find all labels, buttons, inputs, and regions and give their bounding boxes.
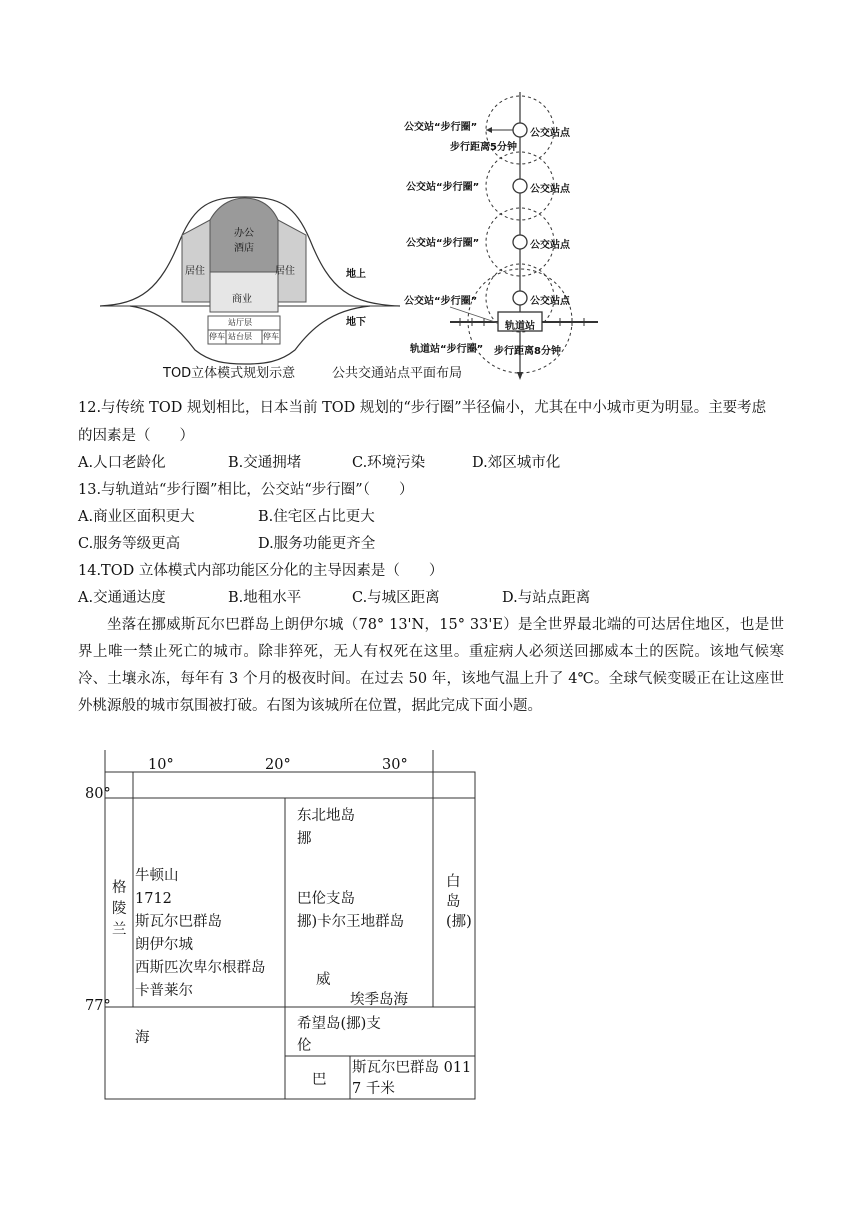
question-12-stem-cont: 的因素是（ ） (78, 428, 194, 444)
reading-passage: 坐落在挪威斯瓦尔巴群岛上朗伊尔城（78° 13'N，15° 33'E）是全世界最北端的可达居住地区，也是世界上唯一禁止死亡的城市。除非猝死，无人有权死在这里。重症病人必须送回挪威本土的医院。该地气候寒冷、土壤永冻，每年有 3 个月的极夜时间。在过去 50 年，该地气温上升了 4℃。全球气候变暖正在让这座世外桃源般的城市氛围被打破。右图为该城所在位置，据此完成下面小题。 (78, 617, 784, 714)
tod-residential-right-label: 居住 (275, 266, 295, 277)
q14-option-c[interactable]: C.与城区距离 (352, 590, 440, 606)
rail-circle-label: 轨道站“步行圈” (410, 344, 484, 355)
bus-walk5-label: 步行距离5分钟 (450, 142, 517, 153)
scale-label: 斯瓦尔巴群岛 011 7 千米 (352, 1060, 472, 1097)
bus-stop-label-2: 公交站点 (530, 184, 570, 195)
tod-diagram (100, 180, 400, 380)
bus-circle-label-2: 公交站“步行圈” (406, 182, 480, 193)
lat-label-77: 77° (85, 998, 111, 1014)
edgeoya-sea-label: 埃季岛海 (350, 992, 408, 1008)
tod-below-ground-label: 地下 (346, 317, 366, 328)
q14-option-d[interactable]: D.与站点距离 (502, 590, 591, 606)
bus-caption: 公共交通站点平面布局 (332, 366, 463, 381)
greenland-label: 格 陵 兰 (112, 880, 127, 938)
bus-circle-label-3: 公交站“步行圈” (406, 238, 480, 249)
rail-station-label: 轨道站 (505, 321, 535, 332)
q13-option-a[interactable]: A.商业区面积更大 (78, 509, 195, 525)
ba-label: 巴 (312, 1072, 327, 1088)
lat-label-80: 80° (85, 786, 111, 802)
tod-office-label: 办公 酒店 (234, 228, 254, 254)
q12-option-d[interactable]: D.郊区城市化 (472, 455, 561, 471)
question-13-stem: 13.与轨道站“步行圈”相比，公交站“步行圈”（ ） (78, 482, 414, 498)
bus-circle-label-1: 公交站“步行圈” (404, 122, 478, 133)
rail-walk8-label: 步行距离8分钟 (494, 346, 561, 357)
tod-residential-left-label: 居住 (185, 266, 205, 277)
tod-parking-left-label: 停车 (209, 332, 225, 341)
bus-circle-label-4: 公交站“步行圈” (404, 296, 478, 307)
q12-option-a[interactable]: A.人口老龄化 (78, 455, 166, 471)
lon-label-30: 30° (382, 757, 408, 773)
hopen-label: 希望岛(挪)支 伦 (297, 1016, 381, 1054)
q14-option-a[interactable]: A.交通通达度 (78, 590, 166, 606)
nordaustlandet-label: 东北地岛 挪 (297, 808, 355, 847)
lon-label-10: 10° (148, 757, 174, 773)
tod-hall-label: 站厅层 (228, 318, 252, 327)
q13-option-b[interactable]: B.住宅区占比更大 (258, 509, 375, 525)
tod-above-ground-label: 地上 (346, 269, 366, 280)
q12-option-c[interactable]: C.环境污染 (352, 455, 426, 471)
barentsoya-label: 巴伦支岛 挪)卡尔王地群岛 (297, 891, 405, 930)
q14-option-b[interactable]: B.地租水平 (228, 590, 302, 606)
bus-stop-label-3: 公交站点 (530, 240, 570, 251)
tod-parking-right-label: 停车 (263, 332, 279, 341)
spitsbergen-block: 牛顿山 1712 斯瓦尔巴群岛 朗伊尔城 西斯匹次卑尔根群岛 卡普莱尔 (135, 868, 266, 999)
bus-stop-label-1: 公交站点 (530, 128, 570, 139)
sea-label-left: 海 (135, 1030, 150, 1046)
wei-label: 威 (316, 972, 331, 988)
q13-option-d[interactable]: D.服务功能更齐全 (258, 536, 376, 552)
kvitoya-label: 白 岛 (挪) (446, 874, 472, 930)
question-14-stem: 14.TOD 立体模式内部功能区分化的主导因素是（ ） (78, 563, 444, 579)
tod-platform-label: 站台层 (228, 332, 252, 341)
q13-option-c[interactable]: C.服务等级更高 (78, 536, 181, 552)
tod-commercial-label: 商业 (232, 294, 252, 305)
question-12-stem: 12.与传统 TOD 规划相比，日本当前 TOD 规划的“步行圈”半径偏小，尤其在中小城市更为明显。主要考虑 (78, 400, 767, 416)
bus-stop-label-4: 公交站点 (530, 296, 570, 307)
lon-label-20: 20° (265, 757, 291, 773)
q12-option-b[interactable]: B.交通拥堵 (228, 455, 302, 471)
tod-caption: TOD立体模式规划示意 (163, 366, 296, 381)
